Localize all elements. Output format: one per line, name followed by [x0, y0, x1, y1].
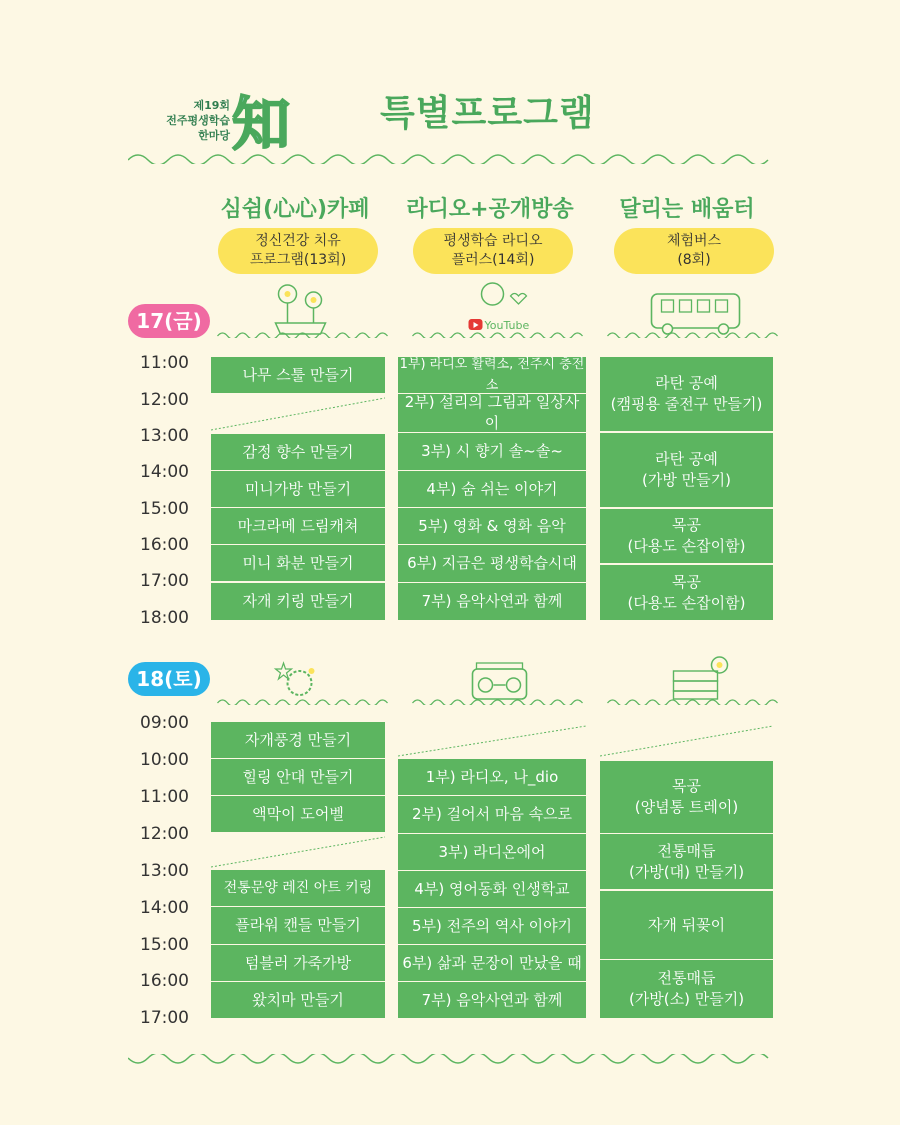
break-divider — [600, 722, 773, 760]
bus-icon — [600, 278, 790, 338]
logo-line-edition: 제19회 — [193, 99, 230, 112]
box-line: (다용도 손잡이함) — [627, 537, 746, 555]
program-box: 나무 스툴 만들기 — [211, 357, 385, 393]
festival-logo-mark — [228, 86, 308, 156]
box-line: 라탄 공예 — [655, 450, 718, 468]
program-box: 감정 향수 만들기 — [211, 434, 385, 470]
column-title-radio: 라디오+공개방송 — [406, 197, 574, 222]
pill-line: 체험버스 — [666, 233, 722, 249]
pill-line: 정신건강 치유 — [255, 233, 341, 249]
time-label: 12:00 — [140, 390, 189, 410]
box-line: (가방 만들기) — [642, 471, 731, 489]
box-line: (가방(대) 만들기) — [628, 862, 745, 881]
pill-cafe — [218, 228, 378, 274]
flower-pot-icon — [210, 278, 400, 338]
program-box: 자개 키링 만들기 — [211, 583, 385, 620]
program-box: 플라워 캔들 만들기 — [211, 907, 385, 944]
time-label: 14:00 — [140, 462, 189, 482]
box-line: (양념통 트레이) — [634, 798, 739, 816]
time-label: 11:00 — [140, 353, 189, 373]
program-box: 1부) 라디오, 나_dio — [398, 759, 586, 795]
page-title: 특별프로그램 — [380, 93, 595, 134]
program-box: 전통문양 레진 아트 키링 — [211, 870, 385, 906]
program-box: 2부) 걸어서 마음 속으로 — [398, 796, 586, 833]
program-box: 6부) 지금은 평생학습시대 — [398, 545, 586, 582]
break-divider — [211, 394, 385, 434]
time-label: 18:00 — [140, 608, 189, 628]
box-line: 전통매듭 — [657, 969, 716, 987]
box-line: (다용도 손잡이함) — [627, 593, 746, 612]
column-title-bus: 달리는 배움터 — [619, 197, 755, 222]
column-title-cafe: 심쉼(心心)카페 — [220, 197, 370, 222]
box-line: (캠핑용 줄전구 만들기) — [610, 395, 763, 413]
pill-line: (8회) — [677, 252, 711, 268]
time-label: 17:00 — [140, 571, 189, 591]
program-box: 자개풍경 만들기 — [211, 722, 385, 758]
pill-radio — [413, 228, 573, 274]
time-label: 14:00 — [140, 898, 189, 918]
program-box: 6부) 삶과 문장이 만났을 때 — [398, 945, 586, 981]
box-line: 목공 — [672, 516, 701, 534]
logo-line-event: 한마당 — [198, 129, 230, 142]
festival-logo-text — [150, 98, 230, 143]
program-box — [600, 565, 773, 620]
box-line: 라탄 공예 — [655, 374, 718, 392]
program-box: 미니 화분 만들기 — [211, 545, 385, 581]
bottom-wavy-divider — [128, 1054, 773, 1068]
program-box: 액막이 도어벨 — [211, 796, 385, 832]
program-box — [600, 509, 773, 563]
program-box: 3부) 라디온에어 — [398, 834, 586, 870]
logo-line-name: 전주평생학습 — [166, 114, 230, 127]
program-box: 마크라메 드림캐쳐 — [211, 508, 385, 544]
cabinet-flower-icon — [600, 645, 790, 705]
logo-char: 知 — [232, 90, 291, 156]
box-line: 목공 — [672, 572, 701, 591]
program-box: 7부) 음악사연과 함께 — [398, 583, 586, 620]
pill-line: 프로그램(13회) — [249, 252, 347, 268]
break-divider — [211, 833, 385, 871]
program-box: 7부) 음악사연과 함께 — [398, 982, 586, 1018]
wreath-icon — [210, 645, 400, 705]
program-box: 4부) 숨 쉬는 이야기 — [398, 471, 586, 507]
pill-line: 플러스(14회) — [451, 252, 535, 268]
day-badge-18: 18(토) — [128, 662, 210, 696]
program-box — [600, 433, 773, 507]
program-box: 2부) 설리의 그림과 일상사이 — [398, 394, 586, 432]
program-box: 자개 뒤꽂이 — [600, 891, 773, 959]
program-box — [600, 834, 773, 889]
break-divider — [398, 722, 586, 760]
time-label: 12:00 — [140, 824, 189, 844]
day-badge-17: 17(금) — [128, 304, 210, 338]
box-line: 목공 — [672, 777, 701, 795]
time-label: 16:00 — [140, 971, 189, 991]
program-box — [600, 960, 773, 1018]
time-label: 11:00 — [140, 787, 189, 807]
time-label: 13:00 — [140, 426, 189, 446]
program-box: 4부) 영어동화 인생학교 — [398, 871, 586, 907]
time-label: 09:00 — [140, 713, 189, 733]
time-label: 15:00 — [140, 499, 189, 519]
program-box: 왔치마 만들기 — [211, 982, 385, 1018]
box-line: (가방(소) 만들기) — [628, 990, 745, 1008]
program-box: 힐링 안대 만들기 — [211, 759, 385, 795]
program-box: 미니가방 만들기 — [211, 471, 385, 507]
pill-line: 평생학습 라디오 — [443, 233, 543, 249]
program-box: 텀블러 가죽가방 — [211, 945, 385, 981]
youtube-label: YouTube — [484, 319, 530, 332]
program-box — [600, 761, 773, 833]
top-wavy-divider — [128, 150, 773, 164]
pill-bus — [614, 228, 774, 274]
radio-host-icon — [405, 278, 595, 338]
program-box — [600, 357, 773, 431]
box-line: 전통매듭 — [657, 841, 716, 860]
program-box: 3부) 시 향기 솔~솔~ — [398, 433, 586, 470]
program-box: 1부) 라디오 활력소, 전주시 충전소 — [399, 357, 585, 393]
time-label: 15:00 — [140, 935, 189, 955]
time-label: 10:00 — [140, 750, 189, 770]
time-label: 17:00 — [140, 1008, 189, 1028]
program-box: 5부) 영화 & 영화 음악 — [398, 508, 586, 544]
program-box: 5부) 전주의 역사 이야기 — [398, 908, 586, 944]
time-label: 16:00 — [140, 535, 189, 555]
radio-icon — [405, 645, 595, 705]
time-label: 13:00 — [140, 861, 189, 881]
